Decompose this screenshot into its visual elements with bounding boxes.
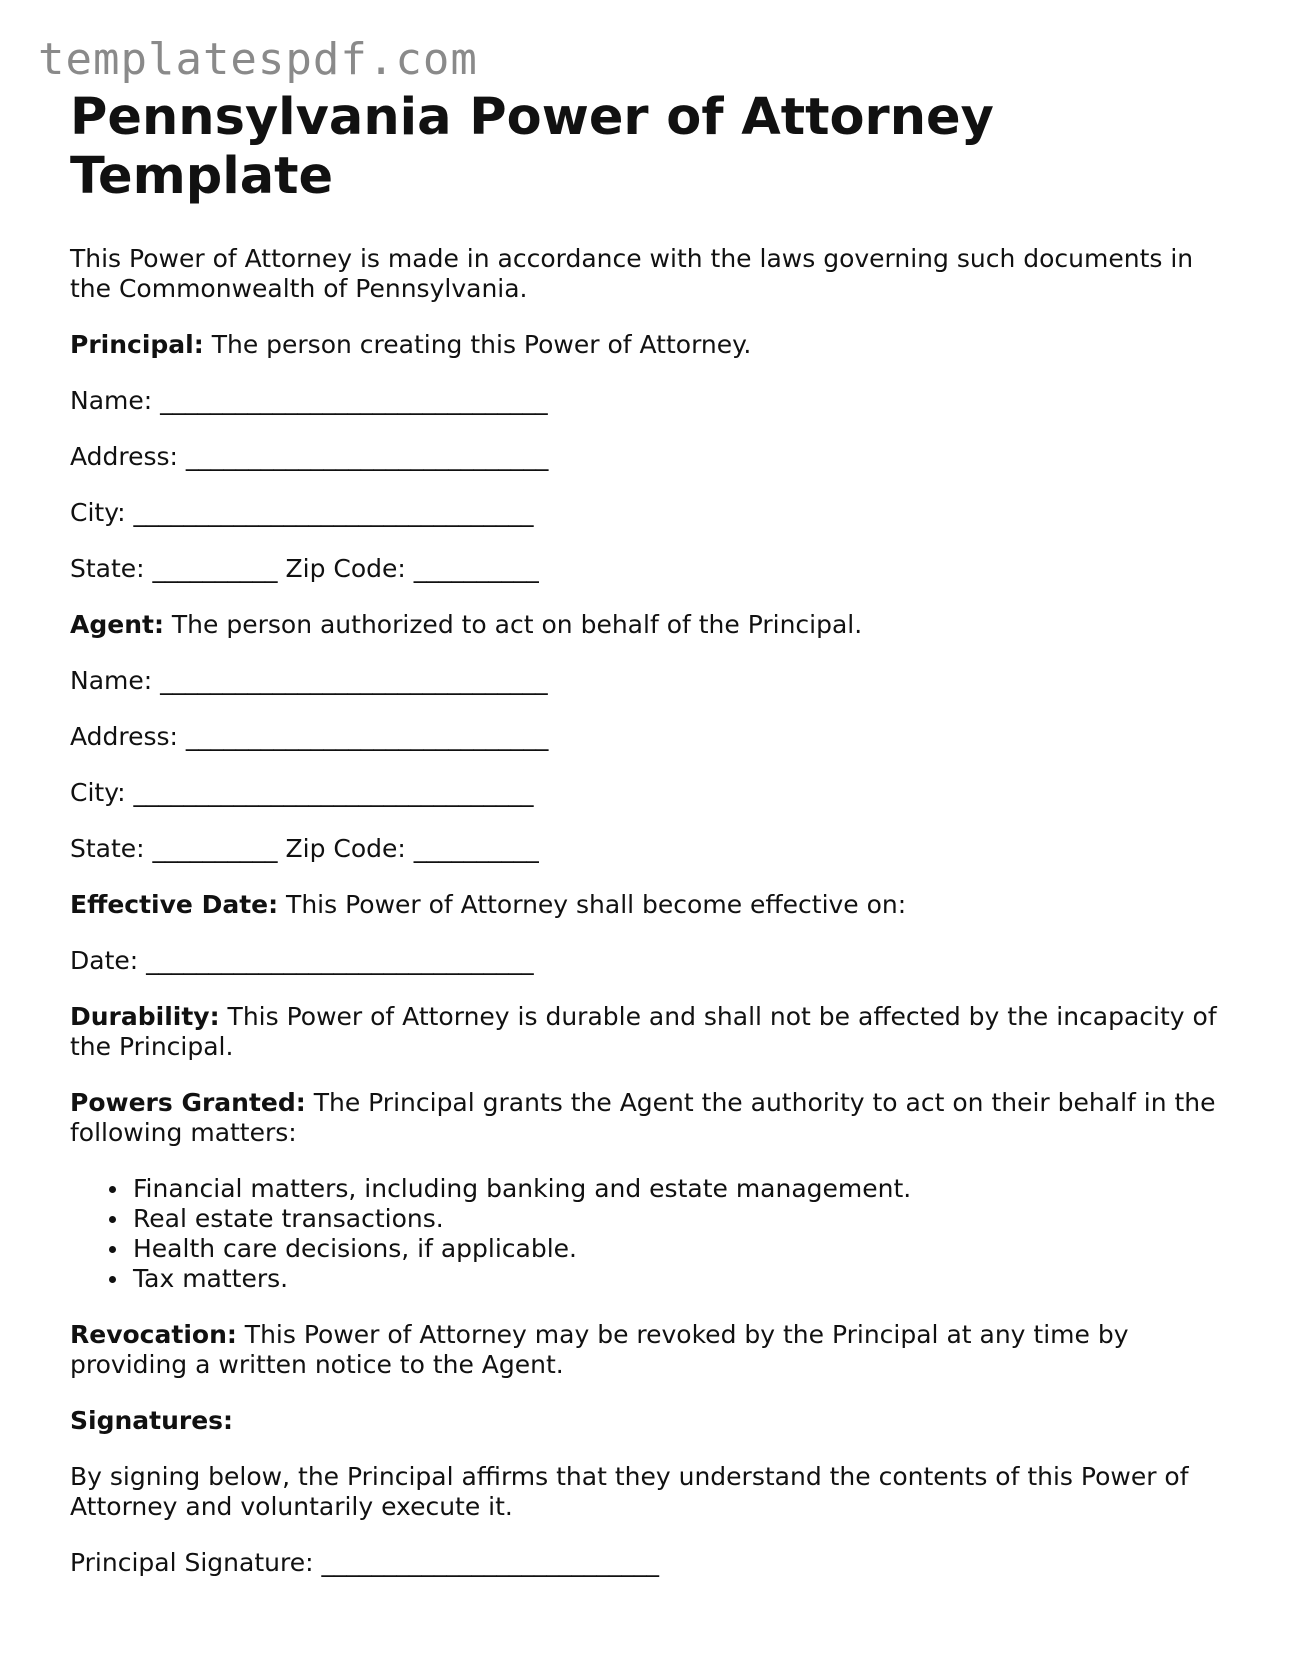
effective-date-label: Effective Date: bbox=[70, 890, 279, 919]
list-item: Tax matters. bbox=[133, 1264, 1230, 1294]
powers-granted-label: Powers Granted: bbox=[70, 1088, 306, 1117]
principal-name-field[interactable]: Name: _______________________________ bbox=[70, 386, 548, 415]
powers-list bbox=[70, 1174, 1230, 1294]
document-body bbox=[70, 244, 1230, 1578]
principal-state-zip-field[interactable]: State: __________ Zip Code: __________ bbox=[70, 554, 539, 583]
effective-date-field[interactable]: Date: _______________________________ bbox=[70, 946, 534, 975]
revocation-label: Revocation: bbox=[70, 1320, 237, 1349]
principal-city-field[interactable]: City: ________________________________ bbox=[70, 498, 534, 527]
durability-description: This Power of Attorney is durable and shall not be affected by the incapacity of the Principal. bbox=[70, 1002, 1217, 1061]
principal-section bbox=[70, 330, 1230, 360]
revocation-section bbox=[70, 1320, 1230, 1380]
powers-granted-description: The Principal grants the Agent the authority to act on their behalf in the following matters: bbox=[70, 1088, 1216, 1147]
effective-date-description: This Power of Attorney shall become effective on: bbox=[278, 890, 907, 919]
signatures-affirmation: By signing below, the Principal affirms that they understand the contents of this Power of Attorney and voluntarily execute it. bbox=[70, 1462, 1189, 1521]
principal-description: The person creating this Power of Attorney. bbox=[203, 330, 752, 359]
revocation-description: This Power of Attorney may be revoked by the Principal at any time by providing a written notice to the Agent. bbox=[70, 1320, 1129, 1379]
document-page bbox=[70, 88, 1230, 1578]
agent-label: Agent: bbox=[70, 610, 164, 639]
principal-signature-field[interactable]: Principal Signature: ___________________________ bbox=[70, 1548, 659, 1577]
list-item: Health care decisions, if applicable. bbox=[133, 1234, 1230, 1264]
powers-granted-section bbox=[70, 1088, 1230, 1148]
agent-description: The person authorized to act on behalf of the Principal. bbox=[163, 610, 863, 639]
effective-date-section bbox=[70, 890, 1230, 920]
agent-address-field[interactable]: Address: _____________________________ bbox=[70, 722, 549, 751]
agent-city-field[interactable]: City: ________________________________ bbox=[70, 778, 534, 807]
watermark-logo: templatespdf.com bbox=[38, 34, 478, 85]
list-item: Financial matters, including banking and estate management. bbox=[133, 1174, 1230, 1204]
durability-section bbox=[70, 1002, 1230, 1062]
agent-section bbox=[70, 610, 1230, 640]
list-item: Real estate transactions. bbox=[133, 1204, 1230, 1234]
signatures-label: Signatures: bbox=[70, 1406, 234, 1435]
agent-state-zip-field[interactable]: State: __________ Zip Code: __________ bbox=[70, 834, 539, 863]
principal-label: Principal: bbox=[70, 330, 204, 359]
principal-address-field[interactable]: Address: _____________________________ bbox=[70, 442, 549, 471]
agent-name-field[interactable]: Name: _______________________________ bbox=[70, 666, 548, 695]
intro-paragraph: This Power of Attorney is made in accordance with the laws governing such documents in the Commonwealth of Pennsylvania. bbox=[70, 244, 1194, 303]
signatures-heading bbox=[70, 1406, 1230, 1436]
page-title: Pennsylvania Power of Attorney Template bbox=[70, 88, 994, 206]
durability-label: Durability: bbox=[70, 1002, 220, 1031]
